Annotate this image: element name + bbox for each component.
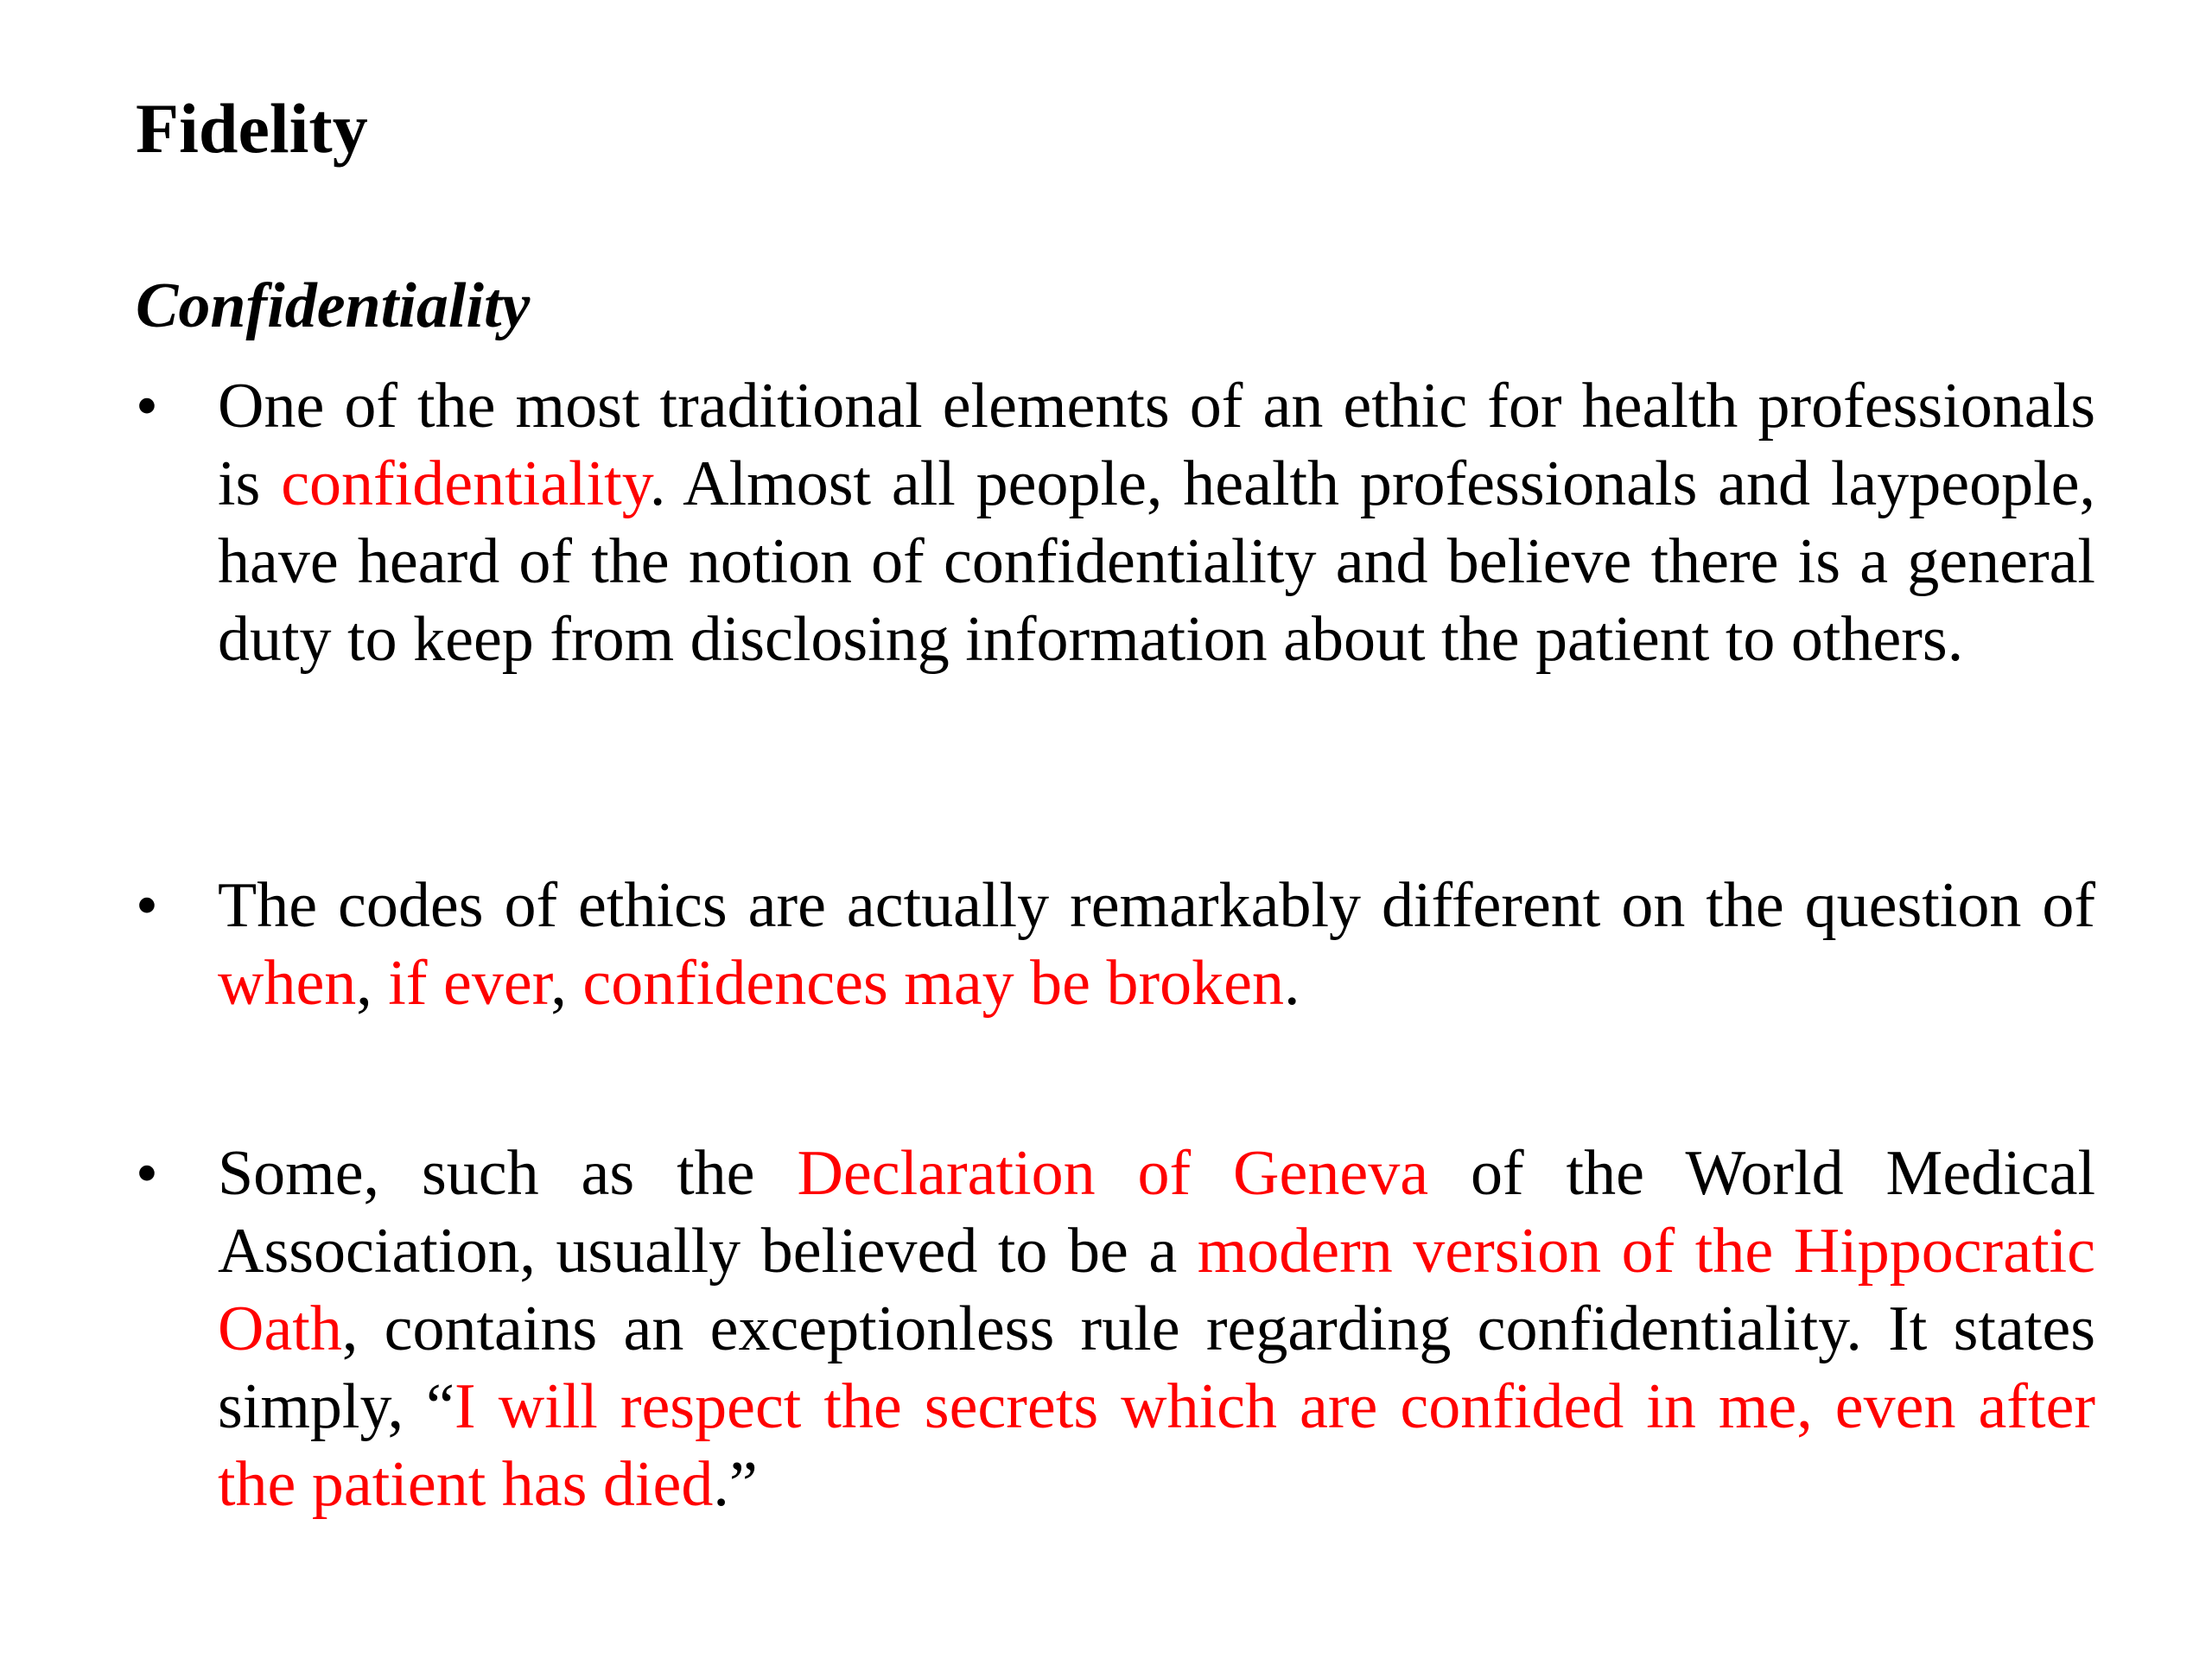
bullet-marker: • [136, 371, 158, 442]
highlighted-text: I will respect the secrets which are confided in me, even after the patient has died [218, 1371, 2095, 1520]
text-segment: , contains an exceptionless rule regarding confidentiality. It states simply, “ [218, 1294, 2095, 1442]
bullet-text [218, 1135, 2095, 1523]
bullet-marker: • [136, 870, 158, 941]
text-segment: . [1284, 948, 1300, 1019]
text-segment: The codes of ethics are actually remarkably different on the question of [218, 870, 2095, 941]
text-segment: Some, such as the [218, 1138, 798, 1209]
text-segment: One of the most traditional elements of an ethic for health professionals is [218, 371, 2095, 519]
text-segment: . Almost all people, health professionals and laypeople, have heard of the notion of confidentiality and believe there is a general duty to keep from disclosing information about the patient to others. [218, 448, 2096, 675]
text-segment: , [356, 948, 389, 1019]
highlighted-text: confidentiality [281, 448, 650, 519]
text-segment: .” [713, 1449, 758, 1520]
highlighted-text: confidences may be broken [582, 948, 1284, 1019]
slide-title: Fidelity [136, 89, 368, 168]
text-segment: , [550, 948, 583, 1019]
highlighted-text: when [218, 948, 357, 1019]
bullet-marker: • [136, 1138, 158, 1209]
highlighted-text: modern version of the Hippocratic Oath [218, 1216, 2095, 1364]
highlighted-text: if ever [388, 948, 551, 1019]
bullet-text [218, 367, 2095, 678]
slide-subtitle: Confidentiality [136, 270, 531, 341]
highlighted-text: Declaration of Geneva [797, 1138, 1429, 1209]
bullet-text [218, 867, 2095, 1022]
text-segment: of the World Medical Association, usually believed to be a [218, 1138, 2096, 1287]
